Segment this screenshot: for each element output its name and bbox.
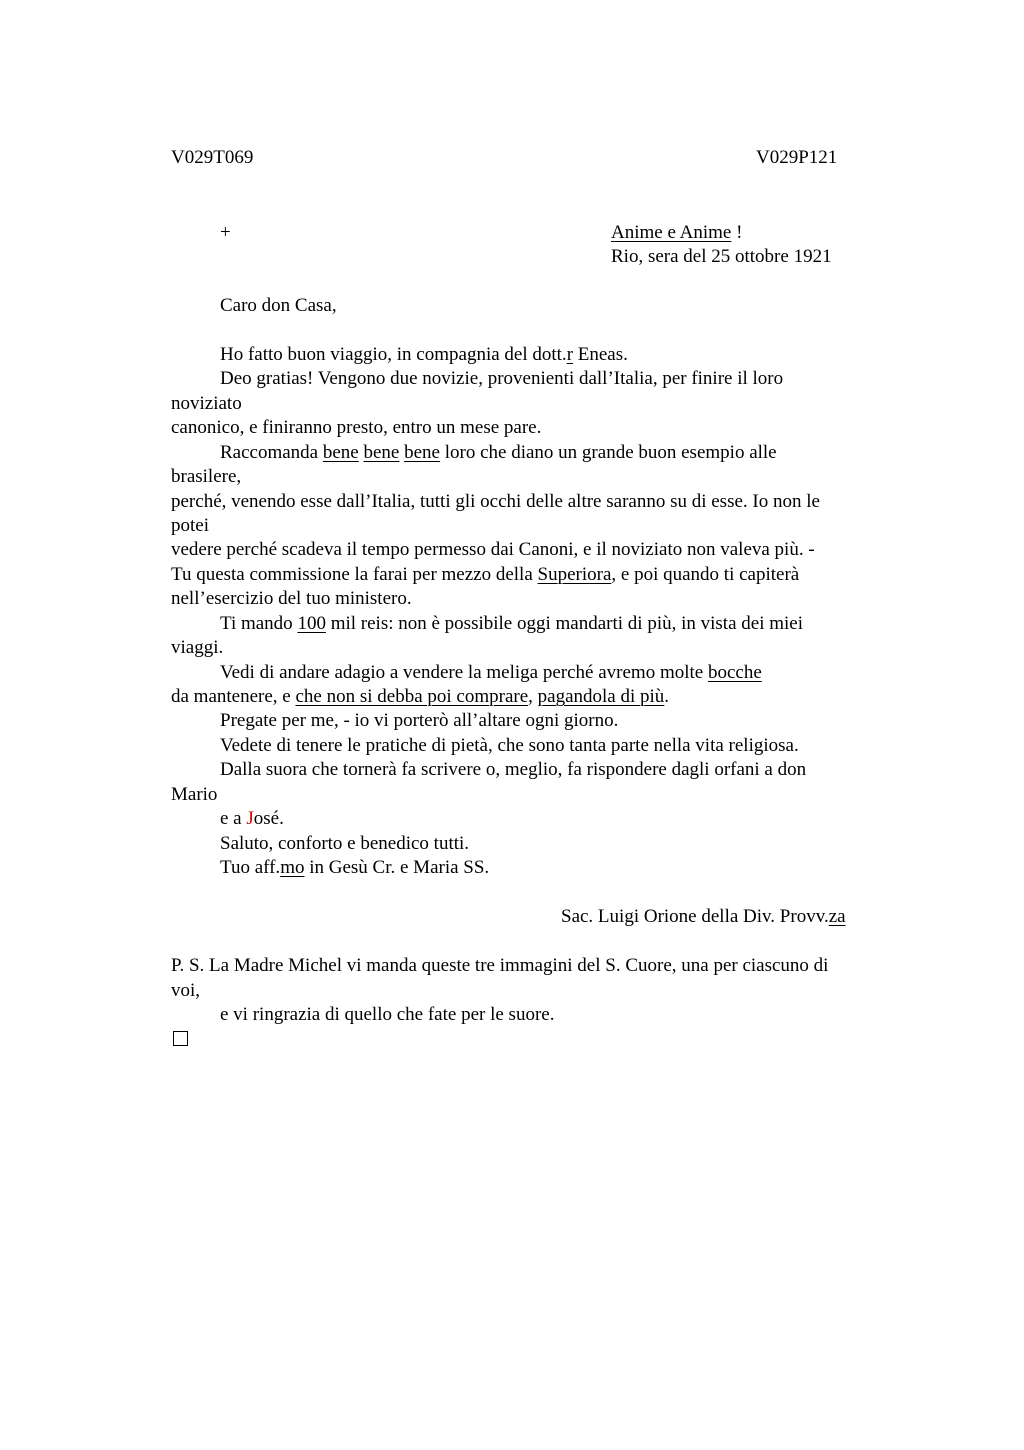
text-run: Raccomanda <box>220 442 323 463</box>
body-line: Mario <box>171 784 218 805</box>
body-line: Saluto, conforto e benedico tutti. <box>220 833 470 854</box>
text-run: Ho fatto buon viaggio, in compagnia del dott. <box>220 344 567 365</box>
text-run: loro che diano un grande buon esempio alle <box>440 442 777 463</box>
text-run: . <box>664 686 670 707</box>
body-line <box>220 808 284 830</box>
body-line: brasilere, <box>171 466 242 487</box>
body-line: noviziato <box>171 393 242 414</box>
underlined-run: bocche <box>707 662 762 683</box>
highlighted-letter: J <box>246 808 254 829</box>
text-run: da mantenere, e <box>171 686 296 707</box>
underlined-run: r <box>566 344 574 365</box>
body-line: vedere perché scadeva il tempo permesso dai Canoni, e il noviziato non valeva più. - <box>171 539 815 560</box>
signature <box>561 906 846 928</box>
underlined-run: bene <box>404 442 440 463</box>
body-line <box>220 857 489 879</box>
text-run: Eneas. <box>573 344 628 365</box>
body-line: Pregate per me, - io vi porterò all’altare ogni giorno. <box>220 710 619 731</box>
text-run: , e poi quando ti capiterà <box>611 564 800 585</box>
body-line <box>220 662 762 684</box>
underlined-run: Superiora <box>537 564 612 585</box>
underlined-run: bene <box>363 442 400 463</box>
text-run: e a <box>220 808 247 829</box>
body-line <box>171 564 799 586</box>
motto-text: Anime e Anime <box>611 222 732 243</box>
body-line: canonico, e finiranno presto, entro un mese pare. <box>171 417 542 438</box>
motto-exclamation: ! <box>731 222 743 243</box>
text-run: osé. <box>253 808 284 829</box>
motto <box>611 222 742 244</box>
text-run: Vedi di andare adagio a vendere la meliga perché avremo molte <box>220 662 708 683</box>
postscript-line: voi, <box>171 980 201 1001</box>
place-date: Rio, sera del 25 ottobre 1921 <box>611 246 832 267</box>
underlined-run: mo <box>280 857 305 878</box>
text-run: in Gesù Cr. e Maria SS. <box>304 857 490 878</box>
body-line: Vedete di tenere le pratiche di pietà, che sono tanta parte nella vita religiosa. <box>220 735 799 756</box>
underlined-run: che non si debba poi comprare <box>295 686 529 707</box>
header-left-code: V029T069 <box>171 147 254 168</box>
text-run: Tuo aff. <box>220 857 281 878</box>
underlined-run: bene <box>322 442 359 463</box>
body-line <box>171 686 669 708</box>
text-run: mil reis: non è possibile oggi mandarti di più, in vista dei miei <box>325 613 803 634</box>
body-line: Deo gratias! Vengono due novizie, provenienti dall’Italia, per finire il loro <box>220 368 784 389</box>
underlined-run: za <box>828 906 846 927</box>
underlined-run: 100 <box>297 613 326 634</box>
body-line: perché, venendo esse dall’Italia, tutti gli occhi delle altre saranno su di esse. Io non le <box>171 491 820 512</box>
text-run: Sac. Luigi Orione della Div. Provv. <box>561 906 829 927</box>
postscript-line: e vi ringrazia di quello che fate per le suore. <box>220 1004 555 1025</box>
postscript-line: P. S. La Madre Michel vi manda queste tre immagini del S. Cuore, una per ciascuno di <box>171 955 829 976</box>
underlined-run: pagandola di più <box>537 686 665 707</box>
body-line <box>220 613 803 635</box>
body-line: potei <box>171 515 209 536</box>
body-line: nell’esercizio del tuo ministero. <box>171 588 412 609</box>
text-run: Ti mando <box>220 613 298 634</box>
body-line: viaggi. <box>171 637 224 658</box>
salutation: Caro don Casa, <box>220 295 337 316</box>
body-line <box>220 442 777 464</box>
cross-mark: + <box>220 222 231 243</box>
text-run: Tu questa commissione la farai per mezzo della <box>171 564 538 585</box>
header-right-code: V029P121 <box>756 147 838 168</box>
body-line <box>220 344 628 366</box>
body-line: Dalla suora che tornerà fa scrivere o, meglio, fa rispondere dagli orfani a don <box>220 759 807 780</box>
checkbox-square-icon <box>173 1031 188 1046</box>
text-run: , <box>528 686 538 707</box>
